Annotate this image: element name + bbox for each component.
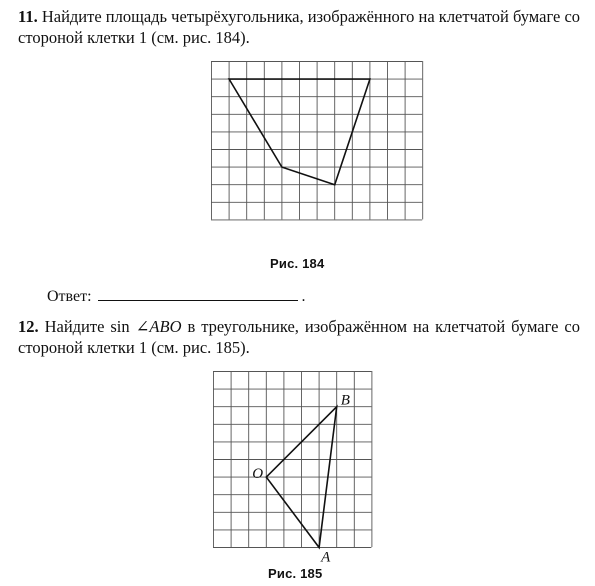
point-label-O: O (252, 466, 264, 483)
answer-label: Ответ: (47, 288, 92, 305)
figure-184-caption: Рис. 184 (270, 256, 325, 271)
problem-12-text (18, 316, 580, 358)
figure-184 (211, 61, 389, 239)
problem-11-text (18, 6, 580, 48)
problem-11-number: 11. (18, 7, 38, 26)
figure-185 (213, 371, 355, 566)
problem-11-statement: Найдите площадь четырёхугольника, изображённого на клетчатой бумаге со стороной клетки 1 (см. рис. 184). (18, 7, 581, 47)
grid (211, 61, 423, 220)
problem-12-number: 12. (18, 317, 39, 336)
point-label-A: A (321, 549, 331, 566)
figure-185-caption: Рис. 185 (268, 566, 323, 581)
problem-12-angle: ∠ABO (135, 317, 182, 336)
answer-dot: . (301, 288, 306, 305)
answer-input-line[interactable] (98, 288, 298, 301)
answer-row (47, 288, 306, 306)
point-label-B: B (340, 392, 350, 409)
problem-12-text-before: Найдите sin (44, 317, 136, 336)
problem-12-text-after: в треугольнике, изображённом на клетчатой бумаге со стороной клетки 1 (см. рис. 185). (18, 317, 581, 357)
